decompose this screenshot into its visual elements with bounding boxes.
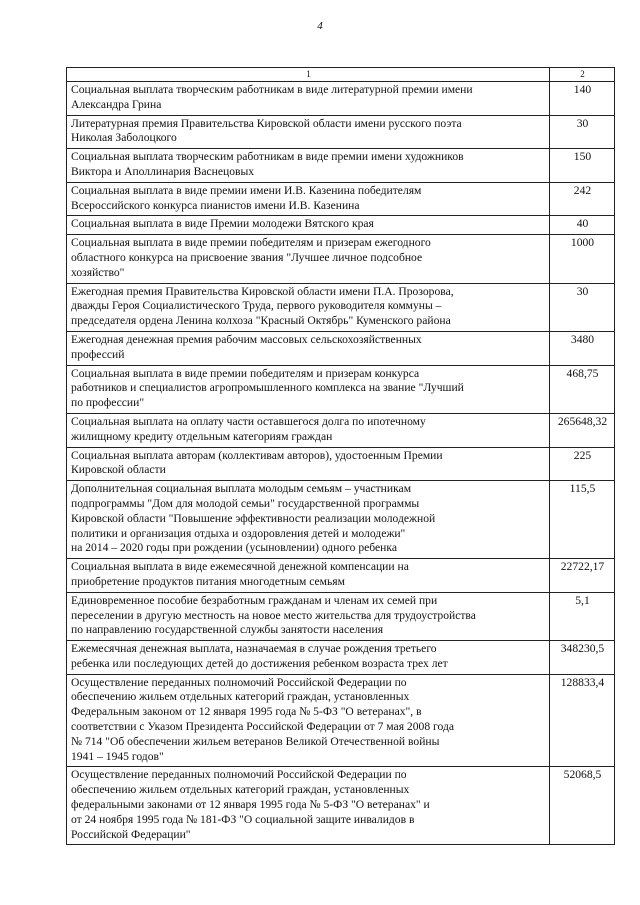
description-line: соответствии с Указом Президента Российской Федерации от 7 мая 2008 года (71, 720, 454, 734)
table-row (67, 767, 615, 845)
description-line: Социальная выплата в виде премии имени И.В. Казенина победителям (71, 183, 422, 197)
table-row (67, 235, 615, 283)
table-row (67, 331, 615, 365)
table-row (67, 82, 615, 116)
payment-description (67, 447, 550, 481)
table-row (67, 559, 615, 593)
description-line: федеральными законами от 12 января 1995 года № 5-ФЗ "О ветеранах" и (71, 798, 430, 812)
payment-description (67, 592, 550, 640)
payments-table-body (67, 68, 615, 845)
table-row (67, 182, 615, 216)
description-line: от 24 ноября 1995 года № 181-ФЗ "О социальной защите инвалидов в (71, 812, 415, 826)
description-line: Ежегодная премия Правительства Кировской области имени П.А. Прозорова, (71, 284, 454, 298)
table-row (67, 481, 615, 559)
payment-amount: 22722,17 (550, 559, 615, 593)
description-line: хозяйство" (71, 265, 125, 279)
payment-description (67, 149, 550, 183)
description-line: Ежемесячная денежная выплата, назначаемая в случае рождения третьего (71, 642, 437, 656)
description-line: Александра Грина (71, 97, 162, 111)
description-line: обеспечению жильем отдельных категорий граждан, установленных (71, 783, 410, 797)
description-line: Николая Заболоцкого (71, 131, 177, 145)
payment-description (67, 641, 550, 675)
description-line: жилищному кредиту отдельным категориям граждан (71, 429, 333, 443)
table-row (67, 283, 615, 331)
description-line: обеспечению жильем отдельных категорий граждан, установленных (71, 690, 410, 704)
payment-amount: 140 (550, 82, 615, 116)
table-row (67, 447, 615, 481)
description-line: Социальная выплата творческим работникам в виде литературной премии имени (71, 83, 473, 96)
description-line: Социальная выплата на оплату части оставшегося долга по ипотечному (71, 414, 426, 428)
description-line: Единовременное пособие безработным гражданам и членам их семей при (71, 593, 438, 607)
table-row (67, 674, 615, 767)
payment-amount: 3480 (550, 331, 615, 365)
payment-description (67, 82, 550, 116)
payment-amount: 115,5 (550, 481, 615, 559)
table-row (67, 149, 615, 183)
description-line: приобретение продуктов питания многодетным семьям (71, 574, 345, 588)
description-line: Осуществление переданных полномочий Российской Федерации по (71, 768, 407, 782)
payment-description (67, 115, 550, 149)
description-line: работников и специалистов агропромышленного комплекса на звание "Лучший (71, 381, 464, 395)
payment-amount: 348230,5 (550, 641, 615, 675)
payment-description (67, 216, 550, 235)
payment-amount: 468,75 (550, 365, 615, 413)
payment-amount: 52068,5 (550, 767, 615, 845)
description-line: Виктора и Аполлинария Васнецовых (71, 164, 255, 178)
description-line: Дополнительная социальная выплата молодым семьям – участникам (71, 482, 412, 496)
description-line: Социальная выплата в виде премии победителям и призерам конкурса (71, 366, 420, 380)
description-line: № 714 "Об обеспечении жильем ветеранов Великой Отечественной войны (71, 734, 440, 748)
payment-amount: 150 (550, 149, 615, 183)
payment-amount: 30 (550, 115, 615, 149)
table-row (67, 592, 615, 640)
description-line: Социальная выплата в виде ежемесячной денежной компенсации на (71, 560, 409, 574)
payment-description (67, 182, 550, 216)
table-row (67, 413, 615, 447)
description-line: на 2014 – 2020 годы при рождении (усыновлении) одного ребенка (71, 541, 397, 555)
payment-description (67, 365, 550, 413)
description-line: Осуществление переданных полномочий Российской Федерации по (71, 675, 407, 689)
description-line: Кировской области "Повышение эффективности реализации молодежной (71, 511, 436, 525)
table-row (67, 216, 615, 235)
description-line: Федеральным законом от 12 января 1995 года № 5-ФЗ "О ветеранах", в (71, 705, 422, 719)
description-line: Всероссийского конкурса пианистов имени И.В. Казенина (71, 198, 360, 212)
payment-description (67, 674, 550, 767)
description-line: 1941 – 1945 годов" (71, 749, 164, 763)
payment-amount: 242 (550, 182, 615, 216)
payment-description (67, 767, 550, 845)
payment-amount: 5,1 (550, 592, 615, 640)
description-line: дважды Героя Социалистического Труда, первого руководителя коммуны – (71, 299, 442, 313)
description-line: Литературная премия Правительства Кировской области имени русского поэта (71, 116, 462, 130)
column-header-1: 1 (67, 68, 550, 82)
description-line: профессий (71, 347, 125, 361)
table-row (67, 115, 615, 149)
payment-amount: 1000 (550, 235, 615, 283)
payment-description (67, 331, 550, 365)
payment-description (67, 235, 550, 283)
description-line: по профессии" (71, 396, 145, 410)
payment-amount: 225 (550, 447, 615, 481)
description-line: Социальная выплата авторам (коллективам авторов), удостоенным Премии (71, 448, 443, 462)
description-line: переселении в другую местность на новое место жительства для трудоустройства (71, 608, 476, 622)
payment-amount: 265648,32 (550, 413, 615, 447)
payment-description (67, 283, 550, 331)
description-line: Социальная выплата в виде Премии молодежи Вятского края (71, 217, 374, 231)
payment-amount: 30 (550, 283, 615, 331)
column-header-2: 2 (550, 68, 615, 82)
description-line: областного конкурса на присвоение звания "Лучшее личное подсобное (71, 250, 423, 264)
description-line: председателя ордена Ленина колхоза "Красный Октябрь" Куменского района (71, 314, 451, 328)
description-line: по направлению государственной службы занятости населения (71, 623, 384, 637)
table-row (67, 365, 615, 413)
payment-amount: 40 (550, 216, 615, 235)
description-line: политики и организация отдыха и оздоровления детей и молодежи" (71, 526, 406, 540)
description-line: подпрограммы "Дом для молодой семьи" государственной программы (71, 496, 420, 510)
description-line: Российской Федерации" (71, 827, 191, 841)
description-line: Социальная выплата в виде премии победителям и призерам ежегодного (71, 236, 431, 250)
payment-amount: 128833,4 (550, 674, 615, 767)
description-line: Ежегодная денежная премия рабочим массовых сельскохозяйственных (71, 332, 422, 346)
payment-description (67, 481, 550, 559)
description-line: Социальная выплата творческим работникам в виде премии имени художников (71, 150, 464, 164)
table-row (67, 641, 615, 675)
table-header-row (67, 68, 615, 82)
description-line: Кировской области (71, 463, 166, 477)
page-number: 4 (317, 20, 323, 32)
payment-description (67, 559, 550, 593)
description-line: ребенка или последующих детей до достижения ребенком возраста трех лет (71, 656, 448, 670)
payment-description (67, 413, 550, 447)
payments-table (66, 67, 615, 845)
